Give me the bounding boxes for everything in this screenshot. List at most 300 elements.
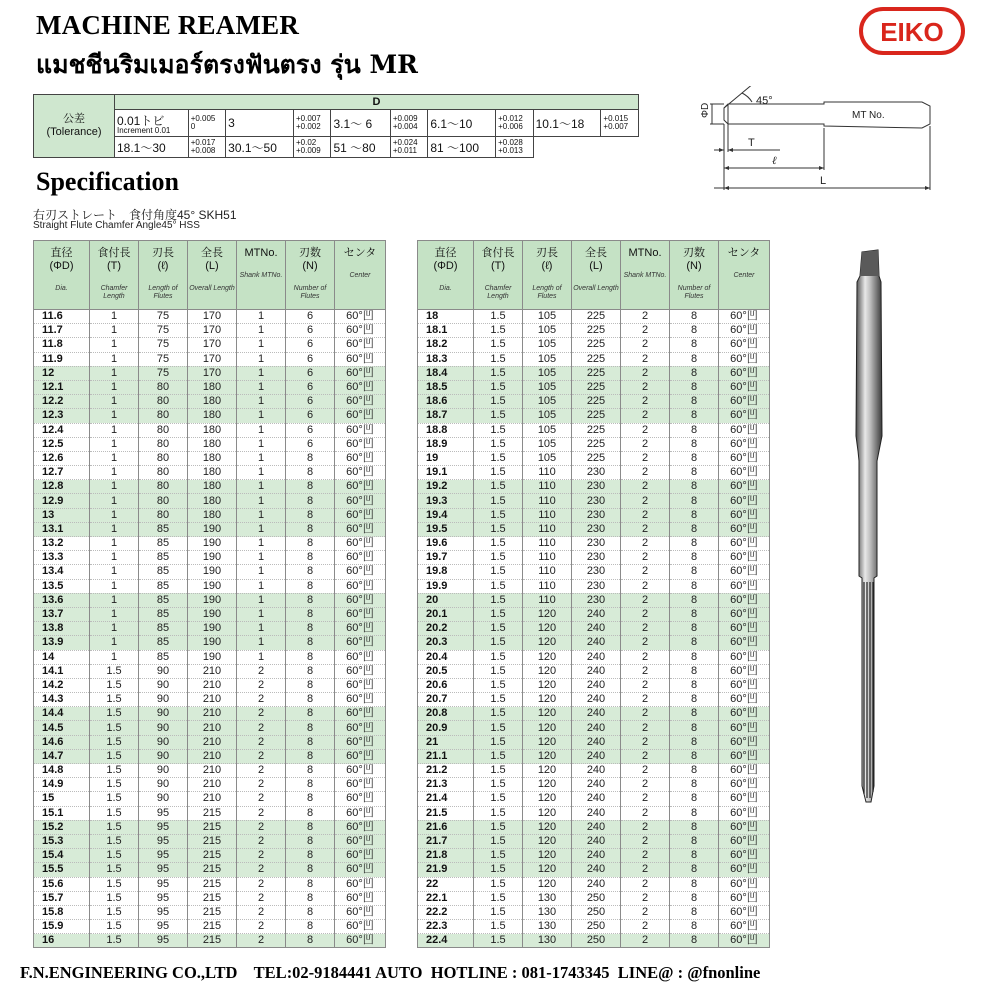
table-cell: 8 [286, 820, 335, 834]
table-cell: 60°凹 [719, 905, 770, 919]
footer-hotline: HOTLINE : 081-1743345 [430, 963, 610, 982]
table-cell: 180 [188, 508, 237, 522]
table-row [34, 934, 386, 948]
column-header-symbol: (T) [490, 260, 506, 272]
table-cell: 60°凹 [719, 565, 770, 579]
table-cell: 14.9 [34, 778, 90, 792]
table-cell: 1.5 [90, 678, 139, 692]
table-row [418, 792, 770, 806]
table-cell: 60°凹 [719, 764, 770, 778]
column-header [523, 241, 572, 310]
table-row [34, 735, 386, 749]
table-cell: 1 [237, 352, 286, 366]
table-row [418, 310, 770, 324]
table-cell: 2 [237, 834, 286, 848]
table-cell: 240 [572, 792, 621, 806]
table-cell: 225 [572, 409, 621, 423]
table-row [34, 579, 386, 593]
table-cell: 1 [90, 522, 139, 536]
table-cell: 21 [418, 735, 474, 749]
table-cell: 8 [286, 749, 335, 763]
table-cell: 170 [188, 338, 237, 352]
table-cell: 60°凹 [719, 537, 770, 551]
table-cell: 1 [90, 310, 139, 324]
table-cell: 2 [621, 693, 670, 707]
chamfer-label: T [748, 137, 755, 149]
table-cell: 13.9 [34, 636, 90, 650]
tolerance-row-2 [34, 137, 639, 158]
table-cell: 18.7 [418, 409, 474, 423]
table-cell: 90 [139, 721, 188, 735]
table-cell: 1 [237, 522, 286, 536]
table-cell: 2 [621, 834, 670, 848]
table-cell: 8 [286, 607, 335, 621]
table-cell: 8 [670, 522, 719, 536]
table-cell: 240 [572, 877, 621, 891]
table-cell: 60°凹 [335, 366, 386, 380]
table-cell: 8 [670, 849, 719, 863]
table-cell: 1 [90, 366, 139, 380]
table-row [34, 366, 386, 380]
table-cell: 6 [286, 423, 335, 437]
table-cell: 1.5 [474, 678, 523, 692]
table-cell: 80 [139, 451, 188, 465]
table-cell: 240 [572, 820, 621, 834]
table-cell: 8 [670, 494, 719, 508]
table-cell: 2 [237, 806, 286, 820]
table-row [34, 806, 386, 820]
table-row [418, 352, 770, 366]
table-cell: 14.6 [34, 735, 90, 749]
table-cell: 180 [188, 395, 237, 409]
table-cell: 60°凹 [335, 735, 386, 749]
table-cell: 15.3 [34, 834, 90, 848]
table-cell: 21.4 [418, 792, 474, 806]
table-cell: 8 [670, 593, 719, 607]
table-cell: 1.5 [474, 380, 523, 394]
table-cell: 8 [670, 891, 719, 905]
table-cell: 190 [188, 650, 237, 664]
table-cell: 120 [523, 650, 572, 664]
table-row [34, 749, 386, 763]
table-cell: 1.5 [474, 310, 523, 324]
column-header-en: Chamfer Length [100, 285, 128, 300]
table-cell: 2 [621, 352, 670, 366]
table-cell: 21.2 [418, 764, 474, 778]
table-cell: 1.5 [474, 707, 523, 721]
table-cell: 110 [523, 565, 572, 579]
table-cell: 1.5 [474, 650, 523, 664]
table-cell: 190 [188, 636, 237, 650]
table-cell: 1 [237, 451, 286, 465]
table-cell: 60°凹 [335, 664, 386, 678]
table-cell: 8 [670, 466, 719, 480]
table-cell: 8 [670, 735, 719, 749]
table-cell: 1.5 [474, 423, 523, 437]
table-cell: 8 [670, 678, 719, 692]
column-header [286, 241, 335, 310]
spec-subtitle-en: Straight Flute Chamfer Angle45° HSS [33, 220, 200, 231]
column-header-jp: 刃長 [152, 247, 174, 259]
table-cell: 8 [670, 764, 719, 778]
table-cell: 8 [670, 934, 719, 948]
table-cell: 1 [237, 324, 286, 338]
table-cell: 60°凹 [335, 877, 386, 891]
table-cell: 60°凹 [335, 565, 386, 579]
table-cell: 8 [670, 622, 719, 636]
table-cell: 230 [572, 579, 621, 593]
tol-range: 81 ～100 [428, 137, 496, 158]
table-cell: 75 [139, 338, 188, 352]
table-cell: 2 [237, 849, 286, 863]
table-cell: 21.3 [418, 778, 474, 792]
table-cell: 215 [188, 863, 237, 877]
table-cell: 1.5 [474, 508, 523, 522]
table-cell: 1 [90, 480, 139, 494]
table-cell: 8 [286, 891, 335, 905]
table-cell: 60°凹 [719, 863, 770, 877]
table-cell: 13.3 [34, 551, 90, 565]
table-cell: 22.4 [418, 934, 474, 948]
eiko-logo [858, 6, 966, 56]
table-cell: 6 [286, 366, 335, 380]
table-cell: 2 [621, 423, 670, 437]
table-cell: 2 [237, 721, 286, 735]
column-header-jp: 食付長 [97, 247, 131, 259]
table-cell: 80 [139, 395, 188, 409]
table-cell: 250 [572, 920, 621, 934]
table-cell: 8 [670, 565, 719, 579]
table-cell: 60°凹 [335, 551, 386, 565]
table-row [418, 891, 770, 905]
table-cell: 90 [139, 707, 188, 721]
table-row [34, 707, 386, 721]
table-cell: 8 [286, 806, 335, 820]
table-cell: 230 [572, 537, 621, 551]
table-cell: 240 [572, 693, 621, 707]
tol-range: 0.01トビ Increment 0.01 [115, 109, 189, 136]
table-cell: 1.5 [474, 806, 523, 820]
table-cell: 20.9 [418, 721, 474, 735]
table-cell: 2 [621, 409, 670, 423]
table-cell: 1.5 [90, 778, 139, 792]
table-cell: 2 [237, 920, 286, 934]
column-header-symbol: (ΦD) [433, 260, 458, 272]
table-cell: 105 [523, 437, 572, 451]
table-cell: 60°凹 [719, 749, 770, 763]
table-cell: 1 [237, 622, 286, 636]
table-cell: 60°凹 [335, 820, 386, 834]
table-row [418, 593, 770, 607]
table-cell: 8 [670, 650, 719, 664]
table-cell: 85 [139, 522, 188, 536]
table-cell: 60°凹 [719, 693, 770, 707]
table-cell: 60°凹 [335, 310, 386, 324]
column-header-en: Dia. [439, 285, 452, 292]
table-cell: 12.9 [34, 494, 90, 508]
table-row [418, 707, 770, 721]
table-cell: 210 [188, 778, 237, 792]
table-cell: 1.5 [474, 934, 523, 948]
tol-dev: +0.007 +0.002 [293, 109, 330, 136]
table-cell: 1 [237, 636, 286, 650]
table-cell: 8 [670, 480, 719, 494]
table-cell: 180 [188, 409, 237, 423]
table-cell: 8 [670, 820, 719, 834]
table-cell: 240 [572, 834, 621, 848]
table-cell: 170 [188, 366, 237, 380]
table-cell: 8 [670, 863, 719, 877]
table-cell: 240 [572, 607, 621, 621]
table-cell: 8 [670, 409, 719, 423]
table-cell: 1.5 [474, 749, 523, 763]
table-cell: 120 [523, 678, 572, 692]
tol-dev: +0.005 0 [188, 109, 225, 136]
table-cell: 60°凹 [719, 678, 770, 692]
table-cell: 60°凹 [719, 409, 770, 423]
page-subtitle-thai: แมชชีนริมเมอร์ตรงฟันตรง รุ่น MR [36, 50, 418, 79]
table-row [34, 636, 386, 650]
table-row [418, 934, 770, 948]
table-cell: 120 [523, 693, 572, 707]
table-cell: 1 [237, 380, 286, 394]
table-row [34, 863, 386, 877]
table-cell: 13.1 [34, 522, 90, 536]
table-cell: 11.6 [34, 310, 90, 324]
table-cell: 2 [237, 877, 286, 891]
table-cell: 1.5 [474, 891, 523, 905]
table-cell: 60°凹 [335, 721, 386, 735]
table-cell: 210 [188, 693, 237, 707]
table-cell: 120 [523, 863, 572, 877]
table-cell: 14.1 [34, 664, 90, 678]
table-cell: 60°凹 [335, 891, 386, 905]
table-cell: 60°凹 [335, 905, 386, 919]
table-cell: 15.4 [34, 849, 90, 863]
column-header [34, 241, 90, 310]
table-cell: 1 [90, 565, 139, 579]
table-cell: 1 [237, 579, 286, 593]
column-header-en: Shank MTNo. [623, 272, 667, 279]
table-cell: 8 [670, 423, 719, 437]
table-cell: 110 [523, 480, 572, 494]
table-cell: 8 [286, 678, 335, 692]
table-cell: 60°凹 [335, 537, 386, 551]
table-row [34, 622, 386, 636]
table-cell: 60°凹 [335, 494, 386, 508]
column-header-symbol: (ℓ) [541, 260, 553, 272]
table-cell: 225 [572, 366, 621, 380]
table-cell: 20.2 [418, 622, 474, 636]
footer [20, 963, 760, 983]
table-row [34, 380, 386, 394]
table-cell: 19.4 [418, 508, 474, 522]
table-cell: 12.1 [34, 380, 90, 394]
table-cell: 2 [621, 806, 670, 820]
table-cell: 240 [572, 636, 621, 650]
table-cell: 13.6 [34, 593, 90, 607]
table-cell: 230 [572, 494, 621, 508]
table-row [418, 380, 770, 394]
table-cell: 2 [621, 820, 670, 834]
table-cell: 2 [237, 693, 286, 707]
table-cell: 120 [523, 806, 572, 820]
table-cell: 215 [188, 905, 237, 919]
table-cell: 1.5 [90, 849, 139, 863]
table-cell: 8 [670, 508, 719, 522]
table-cell: 240 [572, 721, 621, 735]
table-cell: 60°凹 [335, 508, 386, 522]
table-cell: 110 [523, 593, 572, 607]
table-cell: 60°凹 [719, 380, 770, 394]
table-cell: 105 [523, 380, 572, 394]
table-cell: 8 [670, 537, 719, 551]
table-cell: 12 [34, 366, 90, 380]
tol-range: 3 [226, 109, 294, 136]
table-cell: 190 [188, 551, 237, 565]
table-cell: 90 [139, 678, 188, 692]
table-row [34, 451, 386, 465]
table-cell: 60°凹 [719, 664, 770, 678]
table-cell: 20.6 [418, 678, 474, 692]
table-row [418, 579, 770, 593]
table-cell: 1.5 [90, 806, 139, 820]
table-row [34, 338, 386, 352]
table-cell: 8 [670, 877, 719, 891]
column-header-en: Overall Length [573, 285, 619, 292]
table-cell: 240 [572, 806, 621, 820]
table-row [418, 480, 770, 494]
table-cell: 8 [286, 579, 335, 593]
table-cell: 1 [90, 324, 139, 338]
table-cell: 8 [286, 877, 335, 891]
column-header-en: Overall Length [189, 285, 235, 292]
table-cell: 120 [523, 764, 572, 778]
table-cell: 60°凹 [719, 707, 770, 721]
column-header-en: Number of Flutes [677, 285, 711, 300]
table-cell: 2 [621, 891, 670, 905]
table-cell: 210 [188, 707, 237, 721]
table-cell: 225 [572, 310, 621, 324]
table-cell: 1 [237, 310, 286, 324]
table-cell: 105 [523, 352, 572, 366]
spec-body-right [418, 310, 770, 948]
table-cell: 8 [286, 792, 335, 806]
table-cell: 1.5 [474, 664, 523, 678]
table-row [418, 764, 770, 778]
table-cell: 15 [34, 792, 90, 806]
table-cell: 21.5 [418, 806, 474, 820]
table-cell: 18.5 [418, 380, 474, 394]
table-cell: 60°凹 [719, 451, 770, 465]
table-cell: 14.3 [34, 693, 90, 707]
table-cell: 75 [139, 366, 188, 380]
table-cell: 60°凹 [719, 338, 770, 352]
table-row [418, 863, 770, 877]
table-cell: 8 [670, 806, 719, 820]
table-cell: 2 [237, 764, 286, 778]
table-cell: 8 [286, 834, 335, 848]
table-cell: 1.5 [90, 707, 139, 721]
table-cell: 1 [90, 451, 139, 465]
table-cell: 2 [621, 395, 670, 409]
table-cell: 230 [572, 522, 621, 536]
table-cell: 60°凹 [335, 764, 386, 778]
table-cell: 75 [139, 352, 188, 366]
table-cell: 8 [670, 834, 719, 848]
table-cell: 60°凹 [335, 380, 386, 394]
table-cell: 85 [139, 551, 188, 565]
table-cell: 2 [621, 593, 670, 607]
table-row [418, 920, 770, 934]
shank-label: MT No. [852, 110, 885, 121]
table-cell: 60°凹 [335, 395, 386, 409]
table-cell: 1.5 [90, 749, 139, 763]
table-row [34, 664, 386, 678]
table-cell: 180 [188, 466, 237, 480]
spec-header-row [34, 241, 386, 310]
table-cell: 190 [188, 622, 237, 636]
table-cell: 8 [670, 778, 719, 792]
spec-table-right [417, 240, 770, 948]
tol-dev: +0.009 +0.004 [390, 109, 427, 136]
table-cell: 130 [523, 891, 572, 905]
tol-dev: +0.028 +0.013 [496, 137, 533, 158]
table-cell: 60°凹 [719, 778, 770, 792]
table-cell: 2 [621, 778, 670, 792]
table-row [418, 522, 770, 536]
table-cell: 14.7 [34, 749, 90, 763]
table-cell: 16 [34, 934, 90, 948]
table-cell: 1.5 [474, 764, 523, 778]
table-cell: 1.5 [474, 849, 523, 863]
table-cell: 8 [670, 380, 719, 394]
overall-length-label: L [820, 175, 827, 187]
table-cell: 1 [237, 437, 286, 451]
table-cell: 1 [237, 650, 286, 664]
table-cell: 20.8 [418, 707, 474, 721]
table-row [34, 437, 386, 451]
table-cell: 2 [621, 551, 670, 565]
table-cell: 2 [621, 437, 670, 451]
table-cell: 1.5 [90, 891, 139, 905]
tolerance-row-1 [34, 109, 639, 136]
tol-dev: +0.015 +0.007 [601, 109, 639, 136]
table-cell: 60°凹 [719, 508, 770, 522]
table-cell: 190 [188, 522, 237, 536]
table-cell: 12.3 [34, 409, 90, 423]
table-row [418, 664, 770, 678]
table-cell: 180 [188, 480, 237, 494]
table-cell: 8 [286, 508, 335, 522]
table-cell: 1 [90, 380, 139, 394]
table-cell: 1.5 [474, 480, 523, 494]
tol-range: 3.1～ 6 [331, 109, 390, 136]
table-cell: 1 [90, 622, 139, 636]
table-row [34, 352, 386, 366]
column-header-jp: センタ [727, 247, 761, 259]
table-cell: 60°凹 [719, 849, 770, 863]
table-cell: 1.5 [474, 693, 523, 707]
table-cell: 19.5 [418, 522, 474, 536]
table-cell: 60°凹 [335, 451, 386, 465]
table-row [34, 537, 386, 551]
table-cell: 1.5 [474, 451, 523, 465]
table-cell: 85 [139, 537, 188, 551]
table-cell: 60°凹 [335, 650, 386, 664]
table-cell: 8 [670, 905, 719, 919]
table-cell: 1 [90, 338, 139, 352]
